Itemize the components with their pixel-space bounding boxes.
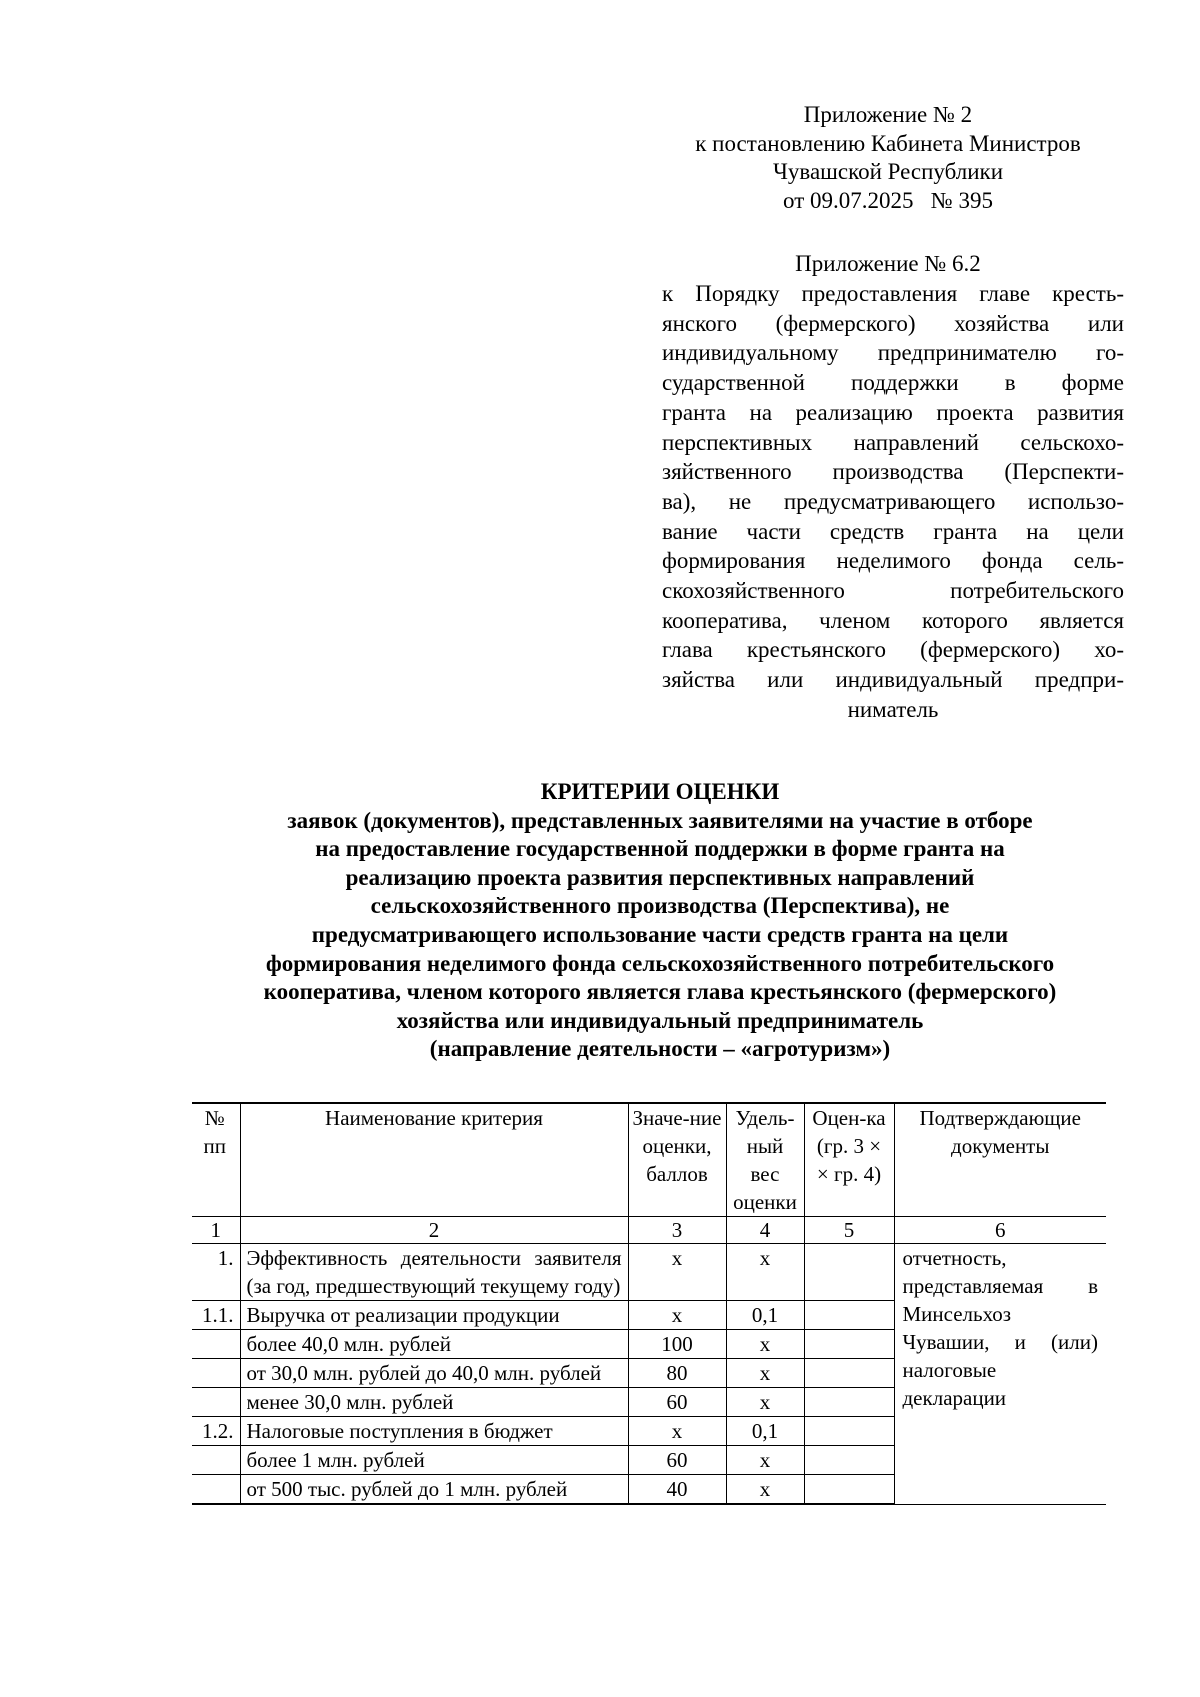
table-index-row	[192, 1217, 1106, 1244]
appendix-6-2-line: индивидуальному предпринимателю го-	[662, 340, 1124, 366]
appendix-6-2-line: зяйственного производства (Перспекти-	[662, 459, 1124, 485]
header-weight: Удель-ный вес оценки	[726, 1103, 804, 1217]
appendix-2-line: Приложение № 2	[803, 102, 973, 127]
criteria-title-line: сельскохозяйственного производства (Перспектива), не	[370, 893, 950, 919]
appendix-2-line: к постановлению Кабинета Министров	[695, 130, 1081, 156]
criteria-title-line: предусматривающего использование части средств гранта на цели	[311, 921, 1009, 947]
row-score: х	[628, 1244, 726, 1301]
row-name: менее 30,0 млн. рублей	[240, 1388, 628, 1417]
row-name: Налоговые поступления в бюджет	[240, 1417, 628, 1446]
row-num	[192, 1359, 240, 1388]
row-rating	[804, 1417, 894, 1446]
row-weight: 0,1	[726, 1417, 804, 1446]
row-num	[192, 1330, 240, 1359]
row-num	[192, 1446, 240, 1475]
appendix-6-2-line: ниматель	[847, 696, 939, 722]
index-cell: 3	[628, 1217, 726, 1244]
criteria-title-line: (направление деятельности – «агротуризм»)	[429, 1036, 891, 1062]
appendix-6-2-line: зяйства или индивидуальный предпри-	[662, 667, 1124, 693]
appendix-2-header	[668, 101, 1108, 215]
appendix-2-line: Чувашской Республики	[772, 159, 1004, 184]
row-name: от 500 тыс. рублей до 1 млн. рублей	[240, 1475, 628, 1505]
header-docs: Подтверждающие документы	[894, 1103, 1106, 1217]
row-weight: х	[726, 1446, 804, 1475]
header-rating: Оцен-ка (гр. 3 × × гр. 4)	[804, 1103, 894, 1217]
row-rating	[804, 1330, 894, 1359]
index-cell: 4	[726, 1217, 804, 1244]
header-score: Значе-ние оценки, баллов	[628, 1103, 726, 1217]
row-name: Эффективность деятельности заявителя (за год, предшествующий текущему году)	[240, 1244, 628, 1301]
row-score: 60	[628, 1446, 726, 1475]
criteria-title-line: хозяйства или индивидуальный предприниматель	[396, 1007, 924, 1033]
row-rating	[804, 1301, 894, 1330]
row-rating	[804, 1359, 894, 1388]
index-cell: 1	[192, 1217, 240, 1244]
row-score: х	[628, 1417, 726, 1446]
criteria-table	[192, 1102, 1106, 1505]
appendix-6-2-line: ва), не предусматривающего использо-	[662, 488, 1124, 514]
appendix-6-2-line: сударственной поддержки в форме	[662, 370, 1124, 396]
appendix-6-2-line: кооператива, членом которого является	[662, 607, 1124, 633]
appendix-2-line: от 09.07.2025 № 395	[783, 187, 993, 213]
appendix-6-2-line: глава крестьянского (фермерского) хо-	[662, 637, 1124, 663]
index-cell: 5	[804, 1217, 894, 1244]
row-weight: х	[726, 1359, 804, 1388]
row-name: более 40,0 млн. рублей	[240, 1330, 628, 1359]
row-rating	[804, 1475, 894, 1505]
appendix-6-2-line: янского (фермерского) хозяйства или	[662, 310, 1124, 336]
appendix-6-2-title: Приложение № 6.2	[795, 251, 981, 276]
row-score: 100	[628, 1330, 726, 1359]
criteria-title-line: кооператива, членом которого является глава крестьянского (фермерского)	[263, 979, 1057, 1005]
header-num: № пп	[192, 1103, 240, 1217]
row-score: 80	[628, 1359, 726, 1388]
row-weight: 0,1	[726, 1301, 804, 1330]
row-num	[192, 1475, 240, 1505]
row-weight: х	[726, 1244, 804, 1301]
row-num: 1.	[192, 1244, 240, 1301]
row-num: 1.2.	[192, 1417, 240, 1446]
appendix-6-2-line: вание части средств гранта на цели	[662, 518, 1124, 544]
row-name: от 30,0 млн. рублей до 40,0 млн. рублей	[240, 1359, 628, 1388]
appendix-6-2-line: гранта на реализацию проекта развития	[662, 399, 1124, 425]
row-rating	[804, 1446, 894, 1475]
header-name: Наименование критерия	[240, 1103, 628, 1217]
row-name: Выручка от реализации продукции	[240, 1301, 628, 1330]
appendix-6-2-line: перспективных направлений сельскохо-	[662, 429, 1124, 455]
row-weight: х	[726, 1330, 804, 1359]
row-weight: х	[726, 1475, 804, 1505]
row-score: 40	[628, 1475, 726, 1505]
criteria-title-line: на предоставление государственной поддержки в форме гранта на	[315, 836, 1005, 862]
appendix-6-2-text	[662, 279, 1124, 725]
row-score: х	[628, 1301, 726, 1330]
table-header-row	[192, 1103, 1106, 1217]
row-score: 60	[628, 1388, 726, 1417]
index-cell: 2	[240, 1217, 628, 1244]
appendix-6-2-line: формирования неделимого фонда сель-	[662, 548, 1124, 574]
row-num: 1.1.	[192, 1301, 240, 1330]
index-cell: 6	[894, 1217, 1106, 1244]
supporting-documents: отчетность, представляемая в Минсельхоз Чувашии, и (или) налоговые декларации	[894, 1244, 1106, 1505]
criteria-title-line: КРИТЕРИИ ОЦЕНКИ	[540, 779, 780, 804]
criteria-title-line: заявок (документов), представленных заявителями на участие в отборе	[287, 807, 1033, 833]
criteria-title-line: формирования неделимого фонда сельскохозяйственного потребительского	[265, 950, 1055, 976]
row-weight: х	[726, 1388, 804, 1417]
row-num	[192, 1388, 240, 1417]
row-name: более 1 млн. рублей	[240, 1446, 628, 1475]
criteria-title	[170, 778, 1150, 1064]
criteria-title-line: реализацию проекта развития перспективных направлений	[345, 864, 975, 890]
row-rating	[804, 1244, 894, 1301]
table-row	[192, 1244, 1106, 1301]
appendix-6-2-line: скохозяйственного потребительского	[662, 578, 1124, 604]
appendix-6-2-line: к Порядку предоставления главе кресть-	[662, 281, 1124, 306]
row-rating	[804, 1388, 894, 1417]
